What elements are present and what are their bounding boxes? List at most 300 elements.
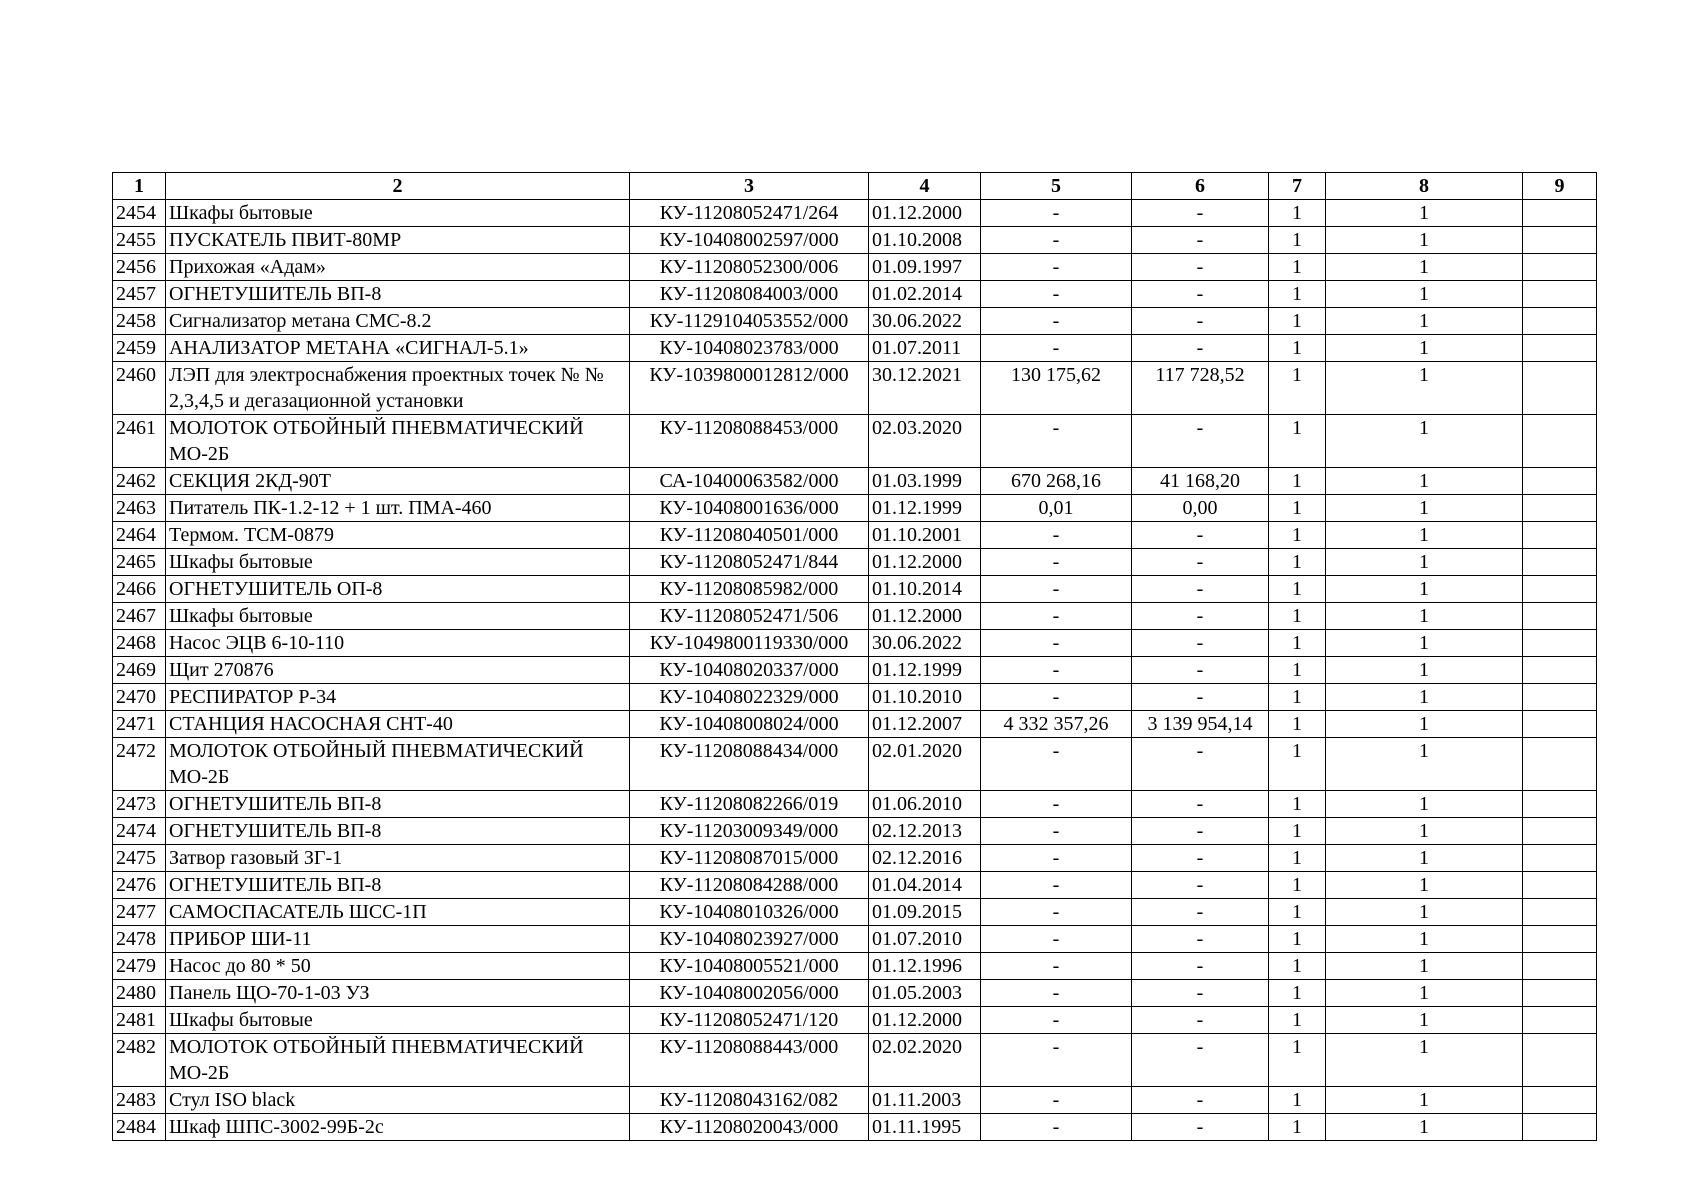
value-col8-cell: 1 [1326,362,1523,415]
item-name-cell: Насос ЭЦВ 6-10-110 [166,630,630,657]
value-col6-cell: - [1132,522,1269,549]
inventory-code-cell: КУ-11208084003/000 [630,281,869,308]
table-row [113,603,1597,630]
value-col9-cell [1523,335,1597,362]
inventory-code-cell: КУ-11208084288/000 [630,872,869,899]
value-col5-cell: 0,01 [981,495,1132,522]
inventory-code-cell: КУ-11208088453/000 [630,415,869,468]
row-number-cell: 2484 [113,1114,166,1141]
inventory-code-cell: КУ-11208088443/000 [630,1034,869,1087]
table-row [113,1034,1597,1087]
column-header-7: 7 [1269,173,1326,200]
item-name-cell: АНАЛИЗАТОР МЕТАНА «СИГНАЛ-5.1» [166,335,630,362]
item-name-cell: Шкафы бытовые [166,200,630,227]
value-col5-cell: - [981,845,1132,872]
value-col7-cell: 1 [1269,1034,1326,1087]
row-number-cell: 2460 [113,362,166,415]
row-number-cell: 2465 [113,549,166,576]
column-header-3: 3 [630,173,869,200]
inventory-code-cell: КУ-10408023783/000 [630,335,869,362]
value-col9-cell [1523,308,1597,335]
item-name-cell: СТАНЦИЯ НАСОСНАЯ СНТ-40 [166,711,630,738]
value-col7-cell: 1 [1269,362,1326,415]
inventory-code-cell: КУ-11208043162/082 [630,1087,869,1114]
inventory-code-cell: КУ-10408020337/000 [630,657,869,684]
value-col6-cell: - [1132,791,1269,818]
row-number-cell: 2454 [113,200,166,227]
date-cell: 01.09.2015 [869,899,981,926]
value-col7-cell: 1 [1269,549,1326,576]
date-cell: 01.11.1995 [869,1114,981,1141]
date-cell: 01.12.2007 [869,711,981,738]
date-cell: 30.06.2022 [869,630,981,657]
value-col6-cell: - [1132,308,1269,335]
table-row [113,522,1597,549]
value-col8-cell: 1 [1326,495,1523,522]
item-name-cell: МОЛОТОК ОТБОЙНЫЙ ПНЕВМАТИЧЕСКИЙ МО-2Б [166,738,630,791]
value-col7-cell: 1 [1269,953,1326,980]
value-col6-cell: 117 728,52 [1132,362,1269,415]
item-name-cell: МОЛОТОК ОТБОЙНЫЙ ПНЕВМАТИЧЕСКИЙ МО-2Б [166,415,630,468]
item-name-cell: ОГНЕТУШИТЕЛЬ ВП-8 [166,791,630,818]
value-col9-cell [1523,200,1597,227]
date-cell: 01.12.1999 [869,657,981,684]
value-col5-cell: - [981,522,1132,549]
table-row [113,818,1597,845]
value-col6-cell: - [1132,872,1269,899]
table-row [113,630,1597,657]
inventory-code-cell: КУ-10408008024/000 [630,711,869,738]
table-row [113,657,1597,684]
row-number-cell: 2456 [113,254,166,281]
value-col6-cell: - [1132,1114,1269,1141]
inventory-code-cell: КУ-1129104053552/000 [630,308,869,335]
value-col7-cell: 1 [1269,603,1326,630]
value-col9-cell [1523,684,1597,711]
value-col9-cell [1523,711,1597,738]
date-cell: 02.02.2020 [869,1034,981,1087]
value-col8-cell: 1 [1326,926,1523,953]
value-col7-cell: 1 [1269,576,1326,603]
value-col8-cell: 1 [1326,308,1523,335]
value-col5-cell: - [981,576,1132,603]
value-col6-cell: 0,00 [1132,495,1269,522]
value-col6-cell: - [1132,254,1269,281]
row-number-cell: 2461 [113,415,166,468]
table-row [113,899,1597,926]
value-col6-cell: - [1132,953,1269,980]
date-cell: 01.10.2001 [869,522,981,549]
table-row [113,926,1597,953]
value-col9-cell [1523,1114,1597,1141]
item-name-cell: Прихожая «Адам» [166,254,630,281]
table-row [113,308,1597,335]
date-cell: 01.05.2003 [869,980,981,1007]
value-col8-cell: 1 [1326,845,1523,872]
value-col8-cell: 1 [1326,818,1523,845]
date-cell: 01.12.1996 [869,953,981,980]
item-name-cell: Стул ISO black [166,1087,630,1114]
value-col7-cell: 1 [1269,818,1326,845]
value-col7-cell: 1 [1269,926,1326,953]
value-col5-cell: - [981,1087,1132,1114]
value-col6-cell: - [1132,415,1269,468]
table-row [113,980,1597,1007]
value-col9-cell [1523,953,1597,980]
row-number-cell: 2471 [113,711,166,738]
item-name-cell: Питатель ПК-1.2-12 + 1 шт. ПМА-460 [166,495,630,522]
table-row [113,1087,1597,1114]
value-col7-cell: 1 [1269,1007,1326,1034]
value-col7-cell: 1 [1269,872,1326,899]
row-number-cell: 2468 [113,630,166,657]
value-col8-cell: 1 [1326,335,1523,362]
value-col8-cell: 1 [1326,1114,1523,1141]
value-col9-cell [1523,1007,1597,1034]
value-col8-cell: 1 [1326,281,1523,308]
date-cell: 01.12.2000 [869,200,981,227]
value-col5-cell: - [981,308,1132,335]
value-col5-cell: - [981,738,1132,791]
row-number-cell: 2458 [113,308,166,335]
table-row [113,335,1597,362]
value-col9-cell [1523,362,1597,415]
table-row [113,711,1597,738]
inventory-code-cell: КУ-10408002056/000 [630,980,869,1007]
value-col8-cell: 1 [1326,630,1523,657]
column-header-4: 4 [869,173,981,200]
value-col5-cell: - [981,200,1132,227]
table-row [113,738,1597,791]
column-header-5: 5 [981,173,1132,200]
value-col9-cell [1523,818,1597,845]
date-cell: 30.06.2022 [869,308,981,335]
table-row [113,549,1597,576]
value-col8-cell: 1 [1326,684,1523,711]
value-col7-cell: 1 [1269,415,1326,468]
value-col5-cell: - [981,1034,1132,1087]
table-row [113,415,1597,468]
value-col8-cell: 1 [1326,415,1523,468]
inventory-code-cell: КУ-1039800012812/000 [630,362,869,415]
value-col9-cell [1523,603,1597,630]
item-name-cell: РЕСПИРАТОР Р-34 [166,684,630,711]
table-body [113,200,1597,1141]
value-col9-cell [1523,980,1597,1007]
value-col5-cell: 670 268,16 [981,468,1132,495]
value-col9-cell [1523,468,1597,495]
item-name-cell: Шкафы бытовые [166,549,630,576]
value-col6-cell: - [1132,657,1269,684]
value-col7-cell: 1 [1269,308,1326,335]
date-cell: 01.03.1999 [869,468,981,495]
value-col5-cell: - [981,872,1132,899]
table-row [113,495,1597,522]
inventory-code-cell: КУ-11203009349/000 [630,818,869,845]
inventory-code-cell: КУ-10408010326/000 [630,899,869,926]
date-cell: 01.10.2014 [869,576,981,603]
inventory-code-cell: КУ-10408005521/000 [630,953,869,980]
value-col5-cell: - [981,657,1132,684]
item-name-cell: ОГНЕТУШИТЕЛЬ ОП-8 [166,576,630,603]
item-name-cell: Шкафы бытовые [166,1007,630,1034]
value-col7-cell: 1 [1269,281,1326,308]
row-number-cell: 2462 [113,468,166,495]
row-number-cell: 2469 [113,657,166,684]
date-cell: 01.10.2010 [869,684,981,711]
value-col5-cell: - [981,980,1132,1007]
value-col5-cell: 130 175,62 [981,362,1132,415]
row-number-cell: 2472 [113,738,166,791]
value-col8-cell: 1 [1326,200,1523,227]
value-col6-cell: 3 139 954,14 [1132,711,1269,738]
value-col7-cell: 1 [1269,657,1326,684]
inventory-code-cell: КУ-11208085982/000 [630,576,869,603]
value-col5-cell: - [981,953,1132,980]
table-row [113,468,1597,495]
value-col6-cell: - [1132,980,1269,1007]
value-col8-cell: 1 [1326,953,1523,980]
item-name-cell: Термом. ТСМ-0879 [166,522,630,549]
inventory-code-cell: КУ-11208052471/844 [630,549,869,576]
value-col8-cell: 1 [1326,980,1523,1007]
date-cell: 01.07.2010 [869,926,981,953]
table-row [113,281,1597,308]
item-name-cell: Затвор газовый ЗГ-1 [166,845,630,872]
row-number-cell: 2479 [113,953,166,980]
column-header-8: 8 [1326,173,1523,200]
value-col7-cell: 1 [1269,227,1326,254]
column-header-2: 2 [166,173,630,200]
value-col8-cell: 1 [1326,468,1523,495]
inventory-code-cell: КУ-11208040501/000 [630,522,869,549]
inventory-code-cell: КУ-11208020043/000 [630,1114,869,1141]
value-col6-cell: - [1132,684,1269,711]
value-col8-cell: 1 [1326,657,1523,684]
value-col5-cell: - [981,603,1132,630]
value-col5-cell: - [981,1007,1132,1034]
value-col9-cell [1523,495,1597,522]
value-col8-cell: 1 [1326,711,1523,738]
row-number-cell: 2480 [113,980,166,1007]
row-number-cell: 2470 [113,684,166,711]
value-col6-cell: - [1132,576,1269,603]
date-cell: 01.12.1999 [869,495,981,522]
row-number-cell: 2475 [113,845,166,872]
item-name-cell: Щит 270876 [166,657,630,684]
value-col7-cell: 1 [1269,254,1326,281]
item-name-cell: ОГНЕТУШИТЕЛЬ ВП-8 [166,872,630,899]
value-col9-cell [1523,791,1597,818]
value-col9-cell [1523,738,1597,791]
value-col9-cell [1523,227,1597,254]
date-cell: 02.12.2016 [869,845,981,872]
value-col6-cell: - [1132,281,1269,308]
row-number-cell: 2474 [113,818,166,845]
table-header-row [113,173,1597,200]
date-cell: 01.10.2008 [869,227,981,254]
item-name-cell: Сигнализатор метана СМС-8.2 [166,308,630,335]
inventory-code-cell: КУ-10408023927/000 [630,926,869,953]
date-cell: 01.12.2000 [869,603,981,630]
table-row [113,1114,1597,1141]
inventory-code-cell: СА-10400063582/000 [630,468,869,495]
value-col6-cell: - [1132,1087,1269,1114]
value-col5-cell: - [981,1114,1132,1141]
inventory-code-cell: КУ-11208052300/006 [630,254,869,281]
item-name-cell: СЕКЦИЯ 2КД-90Т [166,468,630,495]
value-col5-cell: - [981,899,1132,926]
row-number-cell: 2466 [113,576,166,603]
value-col7-cell: 1 [1269,522,1326,549]
inventory-code-cell: КУ-11208088434/000 [630,738,869,791]
table-row [113,576,1597,603]
date-cell: 30.12.2021 [869,362,981,415]
value-col7-cell: 1 [1269,495,1326,522]
table-row [113,845,1597,872]
item-name-cell: ПРИБОР ШИ-11 [166,926,630,953]
value-col6-cell: - [1132,845,1269,872]
item-name-cell: Насос до 80 * 50 [166,953,630,980]
table-row [113,254,1597,281]
value-col6-cell: - [1132,630,1269,657]
inventory-code-cell: КУ-10408002597/000 [630,227,869,254]
value-col8-cell: 1 [1326,522,1523,549]
row-number-cell: 2459 [113,335,166,362]
inventory-code-cell: КУ-10408022329/000 [630,684,869,711]
value-col7-cell: 1 [1269,684,1326,711]
value-col8-cell: 1 [1326,227,1523,254]
value-col8-cell: 1 [1326,791,1523,818]
value-col8-cell: 1 [1326,1087,1523,1114]
item-name-cell: Шкаф ШПС-3002-99Б-2с [166,1114,630,1141]
value-col8-cell: 1 [1326,899,1523,926]
date-cell: 01.09.1997 [869,254,981,281]
value-col9-cell [1523,845,1597,872]
value-col8-cell: 1 [1326,1034,1523,1087]
value-col6-cell: - [1132,899,1269,926]
table-row [113,872,1597,899]
date-cell: 02.12.2013 [869,818,981,845]
table-row [113,362,1597,415]
value-col5-cell: - [981,254,1132,281]
value-col6-cell: - [1132,603,1269,630]
item-name-cell: ОГНЕТУШИТЕЛЬ ВП-8 [166,818,630,845]
date-cell: 01.02.2014 [869,281,981,308]
column-header-9: 9 [1523,173,1597,200]
value-col8-cell: 1 [1326,738,1523,791]
row-number-cell: 2478 [113,926,166,953]
value-col5-cell: - [981,335,1132,362]
value-col5-cell: - [981,630,1132,657]
value-col7-cell: 1 [1269,791,1326,818]
value-col5-cell: - [981,818,1132,845]
value-col5-cell: - [981,415,1132,468]
value-col9-cell [1523,522,1597,549]
value-col5-cell: 4 332 357,26 [981,711,1132,738]
value-col7-cell: 1 [1269,845,1326,872]
value-col8-cell: 1 [1326,872,1523,899]
row-number-cell: 2473 [113,791,166,818]
row-number-cell: 2476 [113,872,166,899]
item-name-cell: ЛЭП для электроснабжения проектных точек № № 2,3,4,5 и дегазационной установки [166,362,630,415]
value-col9-cell [1523,872,1597,899]
value-col8-cell: 1 [1326,1007,1523,1034]
table-row [113,1007,1597,1034]
row-number-cell: 2464 [113,522,166,549]
inventory-code-cell: КУ-11208087015/000 [630,845,869,872]
table-row [113,791,1597,818]
row-number-cell: 2463 [113,495,166,522]
value-col6-cell: - [1132,200,1269,227]
item-name-cell: ПУСКАТЕЛЬ ПВИТ-80МР [166,227,630,254]
value-col6-cell: - [1132,335,1269,362]
value-col7-cell: 1 [1269,1087,1326,1114]
value-col6-cell: - [1132,818,1269,845]
date-cell: 01.04.2014 [869,872,981,899]
value-col7-cell: 1 [1269,899,1326,926]
row-number-cell: 2467 [113,603,166,630]
value-col6-cell: - [1132,1007,1269,1034]
value-col7-cell: 1 [1269,468,1326,495]
value-col9-cell [1523,926,1597,953]
value-col5-cell: - [981,281,1132,308]
row-number-cell: 2482 [113,1034,166,1087]
value-col6-cell: - [1132,926,1269,953]
inventory-code-cell: КУ-11208082266/019 [630,791,869,818]
row-number-cell: 2455 [113,227,166,254]
value-col9-cell [1523,657,1597,684]
row-number-cell: 2481 [113,1007,166,1034]
value-col9-cell [1523,1087,1597,1114]
value-col7-cell: 1 [1269,200,1326,227]
value-col6-cell: - [1132,738,1269,791]
value-col9-cell [1523,576,1597,603]
value-col7-cell: 1 [1269,738,1326,791]
date-cell: 01.12.2000 [869,1007,981,1034]
value-col7-cell: 1 [1269,980,1326,1007]
value-col8-cell: 1 [1326,603,1523,630]
column-header-6: 6 [1132,173,1269,200]
value-col6-cell: - [1132,1034,1269,1087]
value-col7-cell: 1 [1269,630,1326,657]
value-col5-cell: - [981,684,1132,711]
value-col5-cell: - [981,791,1132,818]
value-col5-cell: - [981,227,1132,254]
row-number-cell: 2457 [113,281,166,308]
row-number-cell: 2483 [113,1087,166,1114]
item-name-cell: Шкафы бытовые [166,603,630,630]
date-cell: 02.01.2020 [869,738,981,791]
asset-table [112,172,1597,1141]
value-col9-cell [1523,1034,1597,1087]
value-col7-cell: 1 [1269,711,1326,738]
value-col6-cell: - [1132,549,1269,576]
value-col9-cell [1523,549,1597,576]
value-col7-cell: 1 [1269,335,1326,362]
inventory-code-cell: КУ-11208052471/120 [630,1007,869,1034]
value-col9-cell [1523,630,1597,657]
value-col8-cell: 1 [1326,549,1523,576]
value-col6-cell: 41 168,20 [1132,468,1269,495]
date-cell: 01.12.2000 [869,549,981,576]
date-cell: 01.11.2003 [869,1087,981,1114]
date-cell: 02.03.2020 [869,415,981,468]
item-name-cell: Панель ЩО-70-1-03 УЗ [166,980,630,1007]
value-col8-cell: 1 [1326,254,1523,281]
column-header-1: 1 [113,173,166,200]
row-number-cell: 2477 [113,899,166,926]
